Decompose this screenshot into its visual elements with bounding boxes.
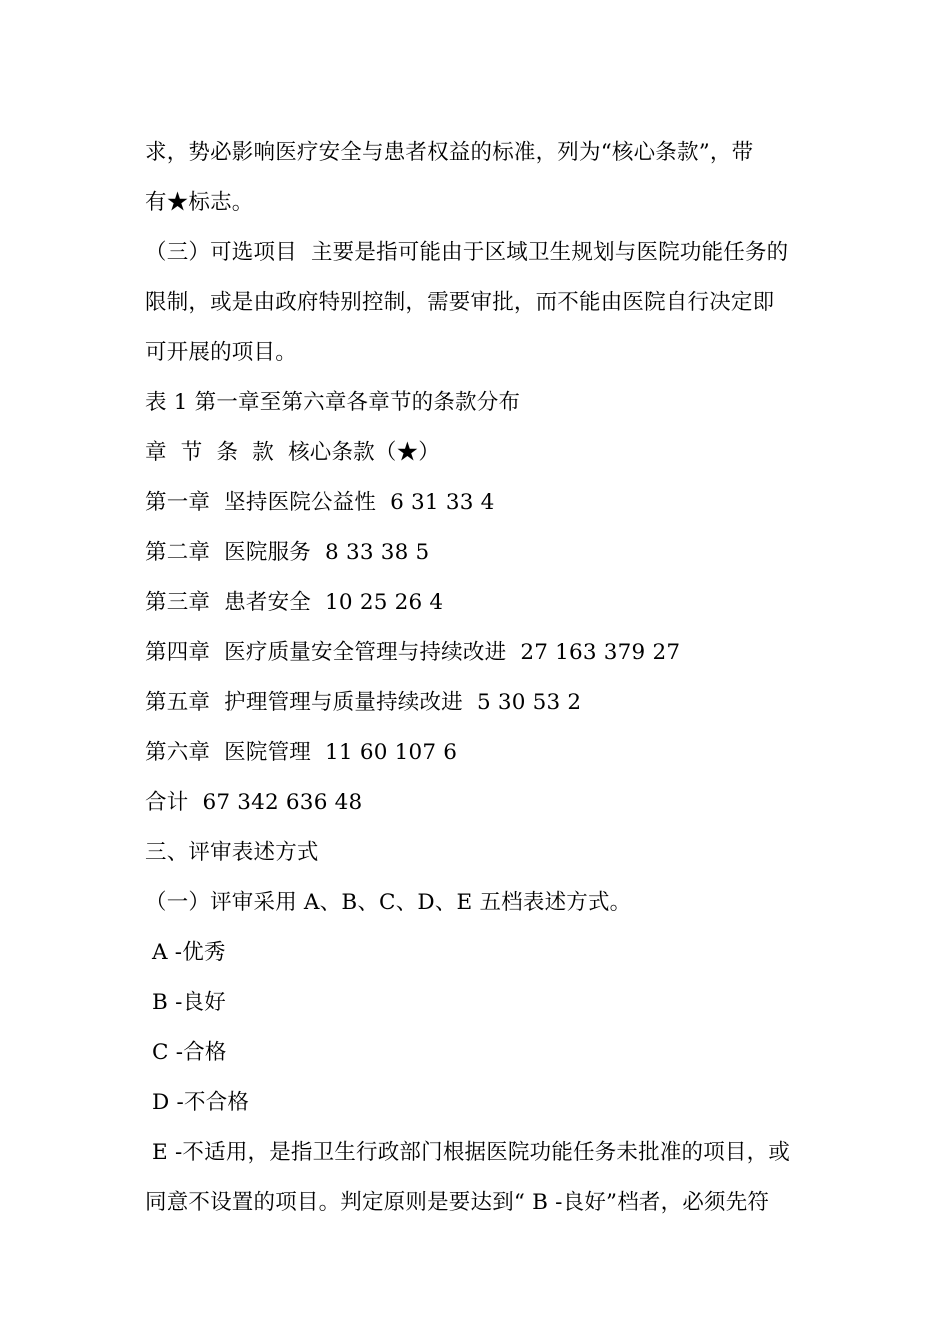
table-row: 第一章 坚持医院公益性 6 31 33 4 <box>145 490 495 515</box>
table-total-row: 合计 67 342 636 48 <box>145 790 363 815</box>
table-row: 第六章 医院管理 11 60 107 6 <box>145 740 458 765</box>
paragraph-line-core-clause: 求，势必影响医疗安全与患者权益的标准，列为“核心条款”，带 <box>145 140 754 165</box>
grade-item-e: E -不适用，是指卫生行政部门根据医院功能任务未批准的项目，或 <box>145 1140 791 1165</box>
table-header-row: 章 节 条 款 核心条款（★） <box>145 440 440 465</box>
grade-item-c: C -合格 <box>145 1040 227 1065</box>
subsection-heading: （一）评审采用 A、B、C、D、E 五档表述方式。 <box>145 890 632 915</box>
grade-item-b: B -良好 <box>145 990 226 1015</box>
paragraph-line-optional-items: （三）可选项目 主要是指可能由于区域卫生规划与医院功能任务的 <box>145 240 789 265</box>
paragraph-line-projects: 可开展的项目。 <box>145 340 297 365</box>
grade-item-d: D -不合格 <box>145 1090 250 1115</box>
document-body <box>145 128 810 1228</box>
grade-item-a: A -优秀 <box>145 940 226 965</box>
table-row: 第三章 患者安全 10 25 26 4 <box>145 590 444 615</box>
paragraph-line-star-mark: 有★标志。 <box>145 190 254 215</box>
section-heading: 三、评审表述方式 <box>145 840 319 865</box>
table-caption: 表 1 第一章至第六章各章节的条款分布 <box>145 390 521 415</box>
table-row: 第四章 医疗质量安全管理与持续改进 27 163 379 27 <box>145 640 681 665</box>
table-row: 第二章 医院服务 8 33 38 5 <box>145 540 430 565</box>
table-row: 第五章 护理管理与质量持续改进 5 30 53 2 <box>145 690 582 715</box>
paragraph-line-judgment: 同意不设置的项目。判定原则是要达到“ B -良好”档者，必须先符 <box>145 1190 770 1215</box>
paragraph-line-restriction: 限制，或是由政府特别控制，需要审批，而不能由医院自行决定即 <box>145 290 775 315</box>
